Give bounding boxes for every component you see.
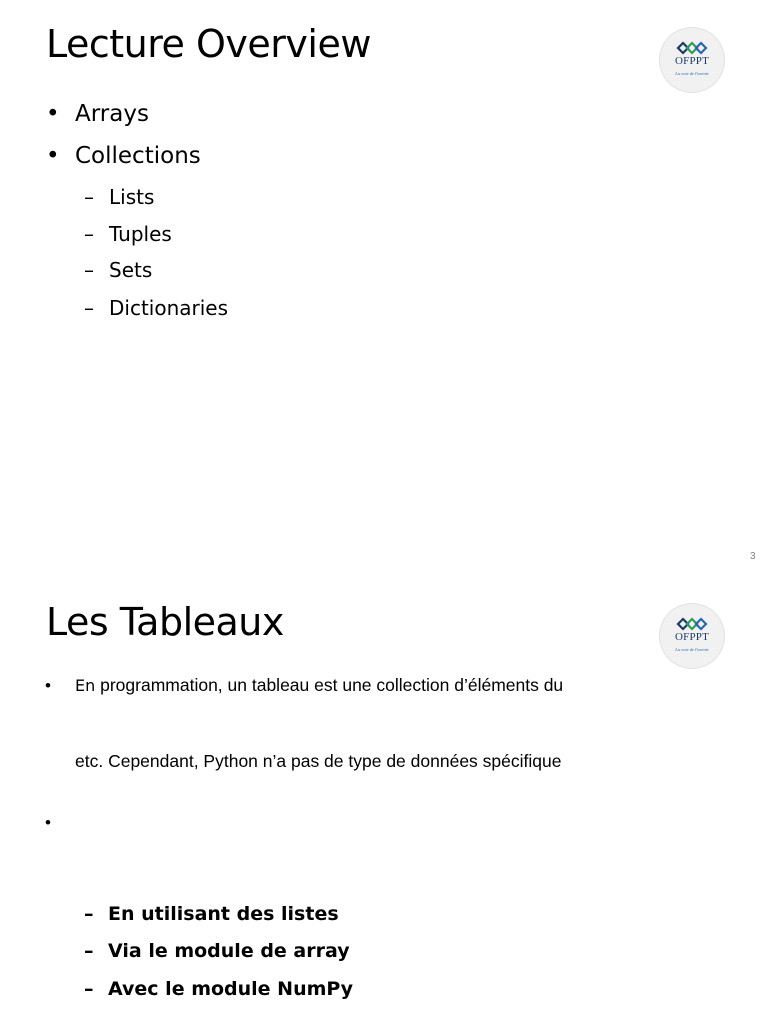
bullet-text: Collections (75, 143, 201, 169)
sub-bullet-text: Tuples (109, 222, 172, 246)
sub-bullet-text: Dictionaries (109, 296, 229, 320)
slide-title: Les Tableaux (46, 600, 284, 644)
bullet-marker: • (45, 676, 51, 695)
logo-tagline: La voie de l'avenir (675, 647, 709, 652)
paragraph-prefix: En (75, 676, 96, 695)
bullet-text: Arrays (75, 101, 149, 127)
bullet-marker: • (46, 143, 60, 169)
dash-marker: – (84, 185, 94, 209)
logo-name: OFPPT (674, 631, 710, 643)
dash-marker: – (84, 903, 94, 925)
dash-marker: – (84, 940, 94, 962)
dash-marker: – (84, 296, 94, 320)
dash-marker: – (84, 258, 94, 282)
bullet-marker: • (45, 813, 51, 832)
paragraph-line: etc. Cependant, Python n’a pas de type de données spécifique (75, 751, 562, 771)
logo-tagline: La voie de l'avenir (675, 71, 709, 76)
paragraph-text: programmation, un tableau est une collection d’éléments du (95, 675, 564, 695)
slide-les-tableaux (0, 576, 768, 1024)
sub-bullet-text: Lists (109, 185, 155, 209)
dash-marker: – (84, 222, 94, 246)
sub-bullet-text: Avec le module NumPy (108, 978, 354, 1000)
bullet-marker: • (46, 101, 60, 127)
page-number: 3 (750, 551, 756, 562)
paragraph-line (75, 675, 563, 696)
sub-bullet-text: Via le module de array (108, 940, 350, 962)
sub-bullet-text: Sets (109, 258, 153, 282)
sub-bullet-text: En utilisant des listes (108, 903, 339, 925)
ofppt-logo (660, 604, 724, 668)
ofppt-logo (660, 28, 724, 92)
logo-name: OFPPT (674, 55, 710, 67)
slide-title: Lecture Overview (46, 22, 371, 66)
dash-marker: – (84, 978, 94, 1000)
